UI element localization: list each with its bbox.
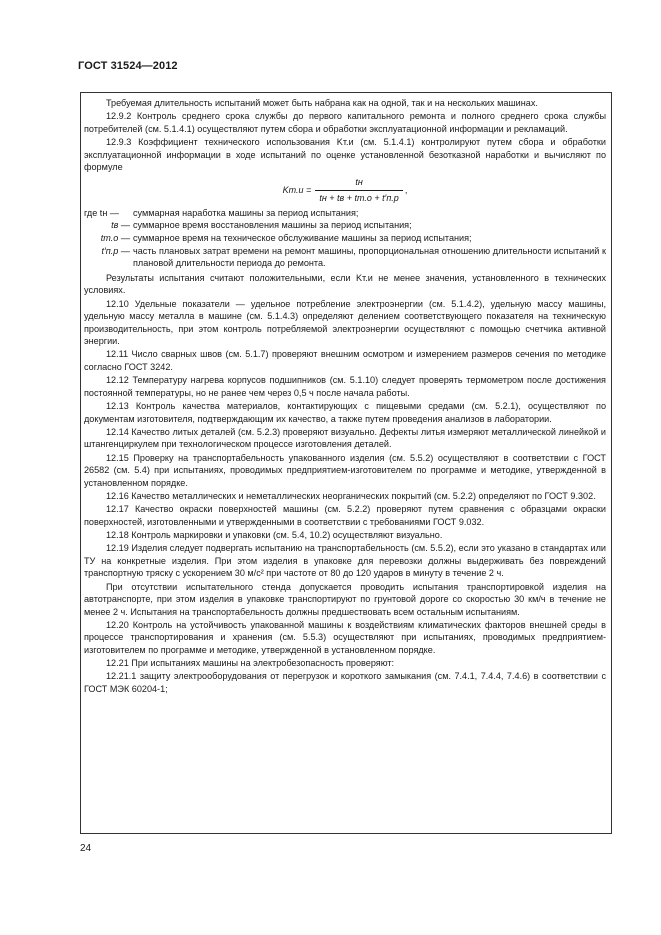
formula-tail: ,	[404, 184, 408, 195]
paragraph: 12.9.2 Контроль среднего срока службы до первого капитального ремонта и полного среднего срока службы потребителей (см. 5.1.4.1) осуществляют путем сбора и обработки эксплуатационной информации и рекламаций.	[84, 111, 606, 134]
paragraph: 12.12 Температуру нагрева корпусов подшипников (см. 5.1.10) следует проверять термометром после достижения постоянной температуры, но не ранее чем через 0,5 ч после начала работы.	[84, 375, 606, 398]
definitions-list	[84, 207, 606, 270]
definition-item	[84, 245, 606, 270]
document-header: ГОСТ 31524—2012	[78, 60, 178, 72]
paragraph: 12.9.3 Коэффициент технического использования Kт.и (см. 5.1.4.1) контролируют путем сбора и обработки эксплуатационной информации в ходе испытаний по оценке установленной безотказной наработки и вычисляют по формуле	[84, 136, 606, 173]
paragraph: 12.21 При испытаниях машины на электробезопасность проверяют:	[106, 658, 395, 669]
formula-numerator: tн	[355, 177, 363, 188]
definition-desc: суммарная наработка машины за период испытания;	[133, 207, 359, 218]
definition-desc: суммарное время на техническое обслуживание машины за период испытания;	[133, 232, 472, 243]
definition-desc: суммарное время восстановления машины за период испытания;	[133, 220, 412, 231]
formula	[84, 175, 606, 206]
paragraph: Результаты испытания считают положительными, если Kт.и не менее значения, установленного в технических условиях.	[84, 272, 606, 296]
document-body	[84, 97, 606, 696]
paragraph: 12.18 Контроль маркировки и упаковки (см. 5.4, 10.2) осуществляют визуально.	[106, 529, 443, 540]
paragraph: 12.11 Число сварных швов (см. 5.1.7) проверяют внешним осмотром и измерением размеров сечения по методике согласно ГОСТ 3242.	[84, 349, 606, 373]
definition-item	[84, 232, 606, 245]
page-number: 24	[80, 843, 92, 854]
definition-item	[84, 219, 606, 232]
paragraph: 12.14 Качество литых деталей (см. 5.2.3) проверяют визуально. Дефекты литья измеряют металлической линейкой и штангенциркулем при технологическом процессе изготовления деталей.	[84, 426, 606, 450]
definition-term: где tн —	[84, 207, 119, 218]
definition-term: t′п.р —	[101, 245, 130, 256]
definition-term: tв —	[111, 220, 130, 231]
formula-denominator: tн + tв + tт.о + t′п.р	[315, 190, 402, 205]
definition-item	[84, 207, 606, 220]
formula-lhs: Kт.и =	[282, 184, 312, 195]
paragraph: 12.10 Удельные показатели — удельное потребление электроэнергии (см. 5.1.4.2), удельную массу машины, удельную массу металла в машине (см. 5.1.4.3) определяют делением соответствующего показателя на техническую производительность, при этом контроль потребляемой электроэнергии осуществляют с помощью счетчика активной энергии.	[84, 298, 606, 347]
paragraph: 12.19 Изделия следует подвергать испытанию на транспортабельность (см. 5.5.2), если это указано в стандартах или ТУ на конкретные изделия. При этом изделия в упаковке для перевозки должны выдерживать без повреждений транспортную тряску с ускорением 30 м/с² при частоте от 80 до 120 ударов в минуту в течение 2 ч.	[84, 543, 606, 579]
formula-fraction	[315, 176, 402, 204]
definition-desc: часть плановых затрат времени на ремонт машины, пропорциональная отношению длительности испытаний к плановой длительности периода до ремонта.	[133, 245, 606, 269]
paragraph: 12.13 Контроль качества материалов, контактирующих с пищевыми средами (см. 5.2.1), осуществляют по документам изготовителя, подтверждающим их качество, а также путем проведения анализов в лаборатории.	[84, 401, 606, 424]
paragraph: При отсутствии испытательного стенда допускается проводить испытания транспортировкой изделия на автотранспорте, при этом изделия в упаковке транспортируют по грунтовой дороге со скоростью 30 км/ч в течение не менее 2 ч. Испытания на транспортабельность должны предшествовать всем остальным испытаниям.	[84, 581, 606, 617]
definition-term: tт.о —	[100, 232, 130, 243]
paragraph: 12.16 Качество металлических и неметаллических неорганических покрытий (см. 5.2.2) определяют по ГОСТ 9.302.	[106, 490, 596, 501]
paragraph: 12.17 Качество окраски поверхностей машины (см. 5.2.2) проверяют путем сравнения с образцами окраски поверхностей, изготовленными и утвержденными в соответствии с требованиями ГОСТ 9.032.	[84, 504, 606, 527]
paragraph: 12.20 Контроль на устойчивость упакованной машины к воздействиям климатических факторов внешней среды в процессе транспортирования и хранения (см. 5.5.3) осуществляют при испытаниях, проводимых предприятием-изготовителем по программе и методике, утвержденной в установленном порядке.	[84, 619, 606, 656]
paragraph: Требуемая длительность испытаний может быть набрана как на одной, так и на нескольких машинах.	[106, 98, 538, 108]
paragraph: 12.21.1 защиту электрооборудования от перегрузок и короткого замыкания (см. 7.4.1, 7.4.4, 7.4.6) в соответствии с ГОСТ МЭК 60204-1;	[84, 671, 606, 695]
paragraph: 12.15 Проверку на транспортабельность упакованного изделия (см. 5.5.2) осуществляют в соответствии с ГОСТ 26582 (см. 5.4) при испытаниях, проводимых предприятием-изготовителем по программе и методике, утвержденной в установленном порядке.	[84, 452, 606, 488]
